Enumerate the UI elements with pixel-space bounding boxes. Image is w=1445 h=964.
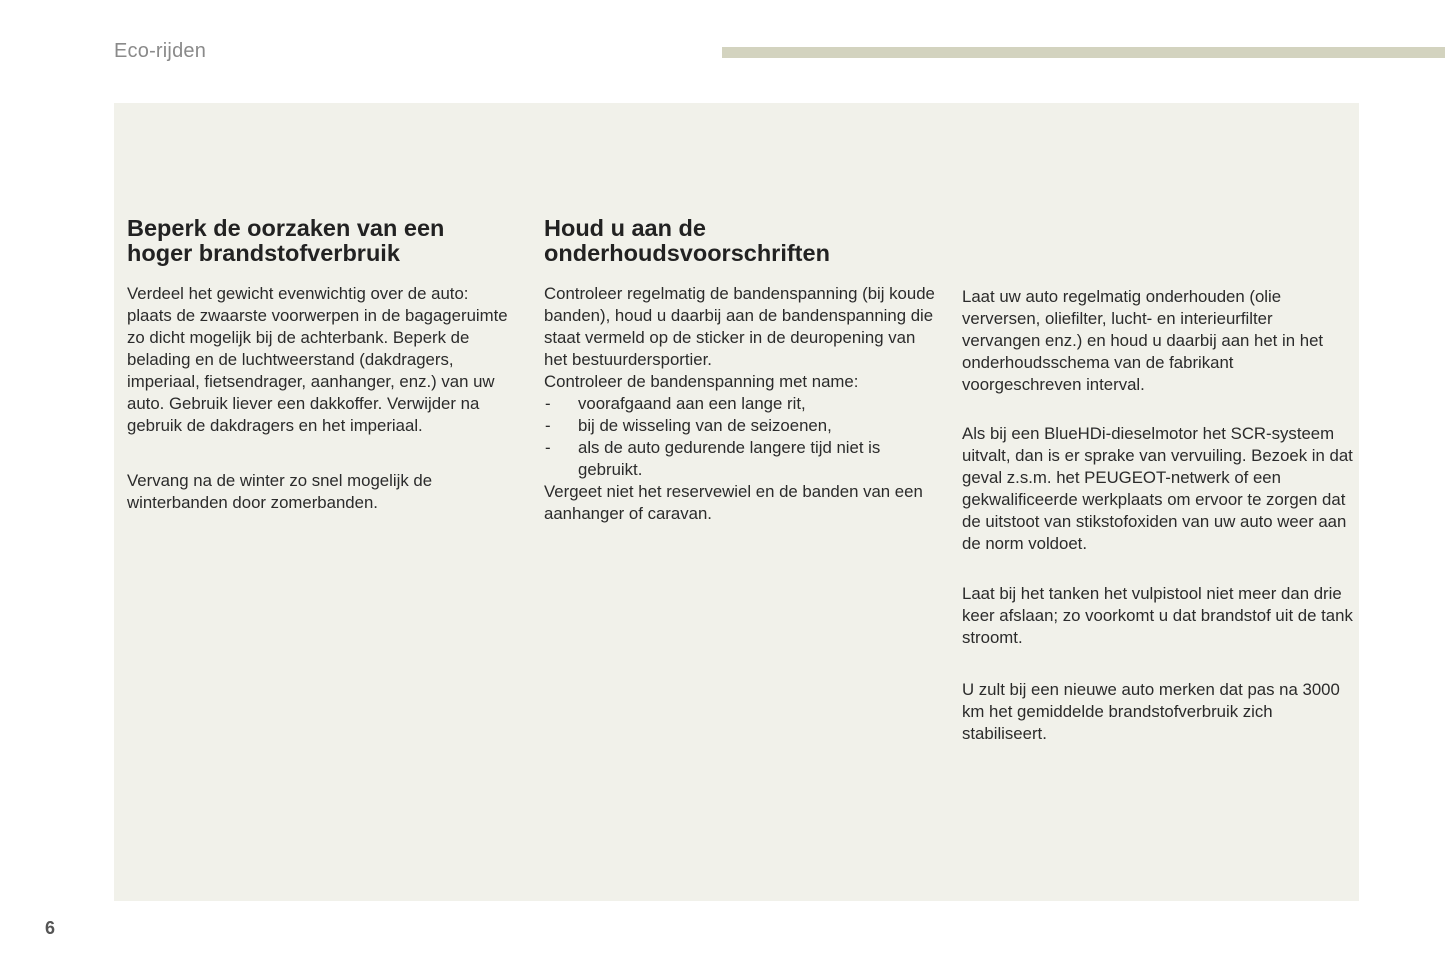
tire-check-list (544, 393, 939, 481)
middle-list-intro: Controleer de bandenspanning met name: (544, 372, 859, 391)
left-heading: Beperk de oorzaken van een hoger brandstofverbruik (127, 215, 445, 266)
column-left (127, 216, 512, 514)
column-right (962, 286, 1354, 745)
right-paragraph-3: Laat bij het tanken het vulpistool niet meer dan drie keer afslaan; zo voorkomt u dat brandstof uit de tank stroomt. (962, 584, 1353, 647)
right-paragraph-4: U zult bij een nieuwe auto merken dat pas na 3000 km het gemiddelde brandstofverbruik zich stabiliseert. (962, 680, 1340, 743)
middle-heading: Houd u aan de onderhoudsvoorschriften (544, 215, 830, 266)
left-paragraph-1: Verdeel het gewicht evenwichtig over de auto: plaats de zwaarste voorwerpen in de bagageruimte zo dicht mogelijk bij de achterbank. Beperk de belading en de luchtweerstand (dakdragers, imperiaal, fietsendrager, aanhanger, enz.) van uw auto. Gebruik liever een dakkoffer. Verwijder na gebruik de dakdragers en het imperiaal. (127, 284, 508, 435)
right-paragraph-1: Laat uw auto regelmatig onderhouden (olie verversen, oliefilter, lucht- en interieurfilter vervangen enz.) en houd u daarbij aan het in het onderhoudsschema van de fabrikant voorgeschreven interval. (962, 287, 1324, 394)
left-paragraph-2: Vervang na de winter zo snel mogelijk de winterbanden door zomerbanden. (127, 471, 433, 512)
middle-outro: Vergeet niet het reservewiel en de banden van een aanhanger of caravan. (544, 482, 923, 523)
column-middle (544, 216, 939, 525)
list-item: - voorafgaand aan een lange rit, (544, 393, 939, 415)
section-title: Eco-rijden (114, 40, 207, 62)
page-number: 6 (45, 918, 56, 938)
list-item: - als de auto gedurende langere tijd niet is gebruikt. (544, 437, 939, 481)
list-item: - bij de wisseling van de seizoenen, (544, 415, 939, 437)
header-accent-bar (722, 47, 1445, 58)
right-paragraph-2: Als bij een BlueHDi-dieselmotor het SCR-systeem uitvalt, dan is er sprake van vervuiling. Bezoek in dat geval z.s.m. het PEUGEOT-netwerk of een gekwalificeerde werkplaats om ervoor te zorgen dat de uitstoot van stikstofoxiden van uw auto weer aan de norm voldoet. (962, 424, 1353, 553)
middle-intro: Controleer regelmatig de bandenspanning (bij koude banden), houd u daarbij aan de bandenspanning die staat vermeld op de sticker in de deuropening van het bestuurdersportier. (544, 284, 935, 369)
